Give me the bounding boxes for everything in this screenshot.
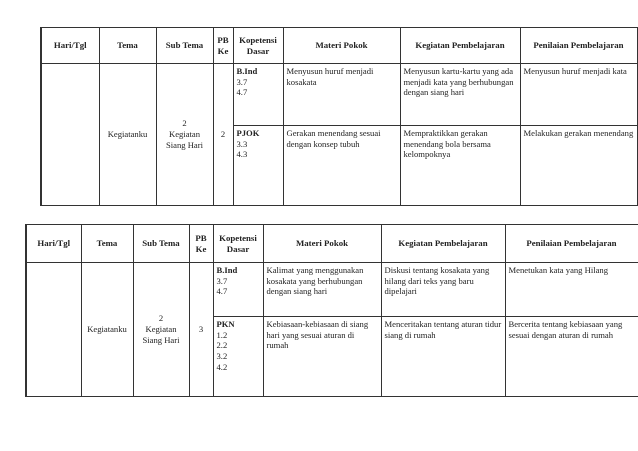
- header-hari: Hari/Tgl: [26, 225, 81, 263]
- header-kegiatan: Kegiatan Pembelajaran: [400, 28, 520, 64]
- header-tema: Tema: [99, 28, 156, 64]
- cell-penilaian: Melakukan gerakan menendang: [520, 126, 637, 206]
- header-hari: Hari/Tgl: [41, 28, 99, 64]
- cell-kegiatan: Mempraktikkan gerakan menendang bola bersama kelompoknya: [400, 126, 520, 206]
- header-materi: Materi Pokok: [263, 225, 381, 263]
- header-subtema: Sub Tema: [133, 225, 189, 263]
- cell-materi: Kebiasaan-kebiasaan di siang hari yang sesuai aturan di rumah: [263, 317, 381, 397]
- cell-penilaian: Bercerita tentang kebiasaan yang sesuai dengan aturan di rumah: [505, 317, 638, 397]
- cell-materi: Menyusun huruf menjadi kosakata: [283, 64, 400, 126]
- lesson-plan-table-1: [40, 27, 638, 206]
- cell-kegiatan: Diskusi tentang kosakata yang hilang dari teks yang baru dipelajari: [381, 263, 505, 317]
- cell-kd: PJOK 3.3 4.3: [233, 126, 283, 206]
- header-penilaian: Penilaian Pembelajaran: [520, 28, 637, 64]
- header-materi: Materi Pokok: [283, 28, 400, 64]
- header-pb: PB Ke: [213, 28, 233, 64]
- cell-pb: 3: [189, 263, 213, 397]
- header-kegiatan: Kegiatan Pembelajaran: [381, 225, 505, 263]
- cell-kegiatan: Menyusun kartu-kartu yang ada menjadi kata yang berhubungan dengan siang hari: [400, 64, 520, 126]
- table-row: [26, 263, 638, 317]
- header-kd: Kopetensi Dasar: [233, 28, 283, 64]
- header-penilaian: Penilaian Pembelajaran: [505, 225, 638, 263]
- cell-subtema: 2 Kegiatan Siang Hari: [133, 263, 189, 397]
- cell-tema: Kegiatanku: [81, 263, 133, 397]
- header-pb: PB Ke: [189, 225, 213, 263]
- cell-hari: [41, 64, 99, 206]
- cell-hari: [26, 263, 81, 397]
- cell-kd: B.Ind 3.7 4.7: [233, 64, 283, 126]
- cell-materi: Gerakan menendang sesuai dengan konsep tubuh: [283, 126, 400, 206]
- cell-kd: B.Ind 3.7 4.7: [213, 263, 263, 317]
- cell-materi: Kalimat yang menggunakan kosakata yang berhubungan dengan siang hari: [263, 263, 381, 317]
- header-subtema: Sub Tema: [156, 28, 213, 64]
- cell-kegiatan: Menceritakan tentang aturan tidur siang di rumah: [381, 317, 505, 397]
- table-row: [41, 64, 637, 126]
- header-tema: Tema: [81, 225, 133, 263]
- header-row: [26, 225, 638, 263]
- lesson-plan-table-2: [25, 224, 638, 397]
- header-kd: Kopetensi Dasar: [213, 225, 263, 263]
- cell-kd: PKN 1.2 2.2 3.2 4.2: [213, 317, 263, 397]
- cell-tema: Kegiatanku: [99, 64, 156, 206]
- cell-penilaian: Menyusun huruf menjadi kata: [520, 64, 637, 126]
- cell-pb: 2: [213, 64, 233, 206]
- cell-subtema: 2 Kegiatan Siang Hari: [156, 64, 213, 206]
- cell-penilaian: Menetukan kata yang Hilang: [505, 263, 638, 317]
- header-row: [41, 28, 637, 64]
